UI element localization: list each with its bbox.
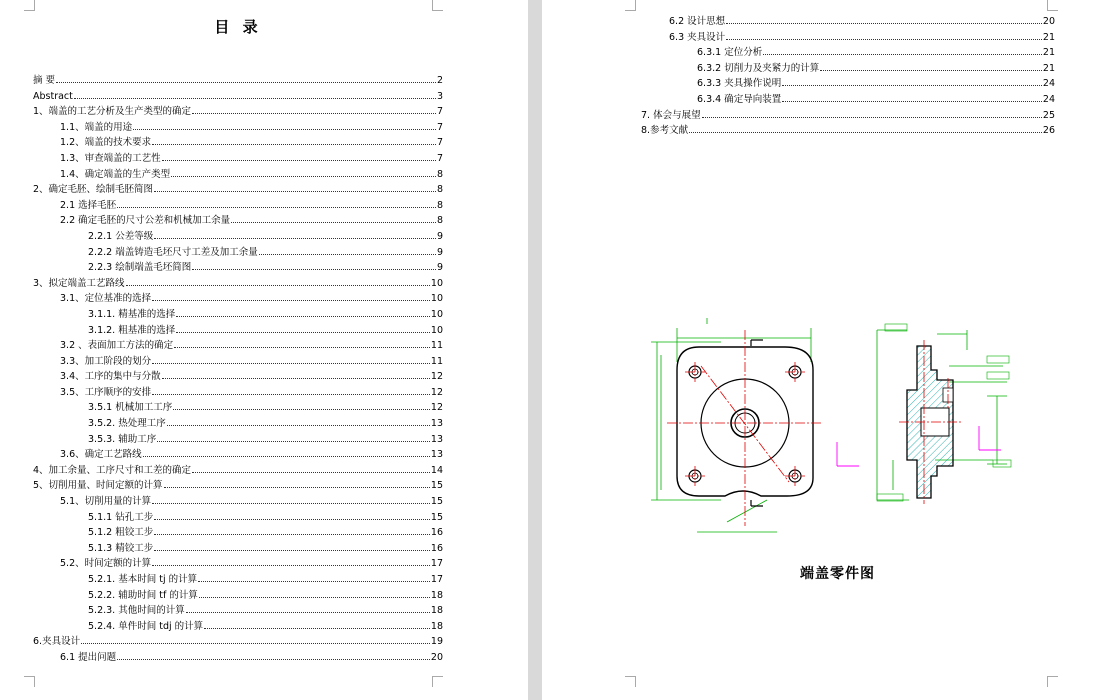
crop-mark [1047,676,1058,687]
toc-page-number: 20 [1042,16,1055,27]
toc-page-number: 9 [436,246,443,258]
page-right [542,0,1097,700]
toc-page-number: 3 [436,90,443,102]
toc-page-number: 10 [430,293,443,305]
toc-leader-dots [162,159,436,161]
toc-entry-text: 5.2、时间定额的计算 [60,558,152,570]
toc-page-number: 7 [436,121,443,133]
toc-entry-text: 8.参考文献 [641,125,689,137]
toc-entry[interactable] [33,650,443,666]
toc-entry[interactable] [33,182,443,198]
crop-mark [1047,0,1058,11]
toc-leader-dots [152,362,430,364]
toc-entry-text: 6.3.3 夹具操作说明 [697,78,782,90]
toc-entry-text: 5、切削用量、时间定额的计算 [33,480,163,492]
toc-entry[interactable] [33,167,443,183]
toc-page-number: 12 [430,371,443,383]
toc-leader-dots [204,627,430,629]
toc-page-number: 21 [1042,62,1055,74]
toc-leader-dots [157,440,430,442]
toc-page-number: 13 [430,433,443,445]
toc-page-number: 14 [430,464,443,476]
toc-entry-text: 6.3.1 定位分析 [697,47,763,59]
toc-page-number: 25 [1042,109,1055,121]
toc-leader-dots [152,299,430,301]
page-gap [528,0,542,700]
toc-entry[interactable] [33,104,443,120]
toc-entry-text: 1.1、端盖的用途 [60,121,133,133]
toc-leader-dots [174,346,430,348]
toc-entry[interactable] [33,245,443,261]
toc-leader-dots [192,112,436,114]
toc-page-number: 8 [436,199,443,211]
toc-leader-dots [198,580,430,582]
toc-page-number: 24 [1042,78,1055,90]
toc-page-number: 8 [436,168,443,180]
toc-entry[interactable] [33,634,443,650]
toc-entry-text: 6.1 提出问题 [60,651,117,663]
toc-entry-text: 3.1、定位基准的选择 [60,293,152,305]
toc-leader-dots [702,116,1042,118]
toc-entry[interactable] [33,73,443,89]
toc-page-number: 9 [436,230,443,242]
toc-leader-dots [56,81,436,83]
toc-page-number: 10 [430,277,443,289]
toc-entry[interactable] [641,14,1055,30]
toc-entry[interactable] [33,447,443,463]
figure-caption: 端盖零件图 [800,566,875,582]
toc-page-number: 12 [430,402,443,414]
toc-entry-text: Abstract [33,90,73,102]
toc-page-number: 24 [1042,93,1055,105]
toc-entry-text: 5.1.2 粗铰工步 [88,527,154,539]
toc-entry[interactable] [33,478,443,494]
toc-page-number: 16 [430,542,443,554]
toc-leader-dots [199,596,430,598]
toc-page-number: 21 [1042,47,1055,59]
toc-entry[interactable] [33,432,443,448]
toc-entry-text: 6.3.2 切削力及夹紧力的计算 [697,62,820,74]
toc-entry-text: 2.2 确定毛胚的尺寸公差和机械加工余量 [60,215,231,227]
toc-page-number: 15 [430,496,443,508]
toc-entry-text: 4、加工余量、工序尺寸和工差的确定 [33,464,192,476]
toc-leader-dots [820,69,1042,71]
toc-leader-dots [192,268,436,270]
toc-list-right [641,14,1055,139]
toc-leader-dots [154,237,436,239]
toc-entry-text: 3.3、加工阶段的划分 [60,355,152,367]
toc-entry[interactable] [33,400,443,416]
section-view [877,324,1011,504]
toc-leader-dots [152,143,436,145]
toc-entry[interactable] [33,89,443,105]
toc-entry[interactable] [33,572,443,588]
toc-entry-text: 1、端盖的工艺分析及生产类型的确定 [33,106,192,118]
toc-entry-text: 1.4、确定端盖的生产类型 [60,168,171,180]
toc-entry-text: 3、拟定端盖工艺路线 [33,277,125,289]
crop-mark [24,676,35,687]
toc-page-number: 10 [430,324,443,336]
toc-entry-text: 摘 要 [33,75,56,86]
toc-entry-text: 3.4、工序的集中与分散 [60,371,161,383]
toc-leader-dots [154,518,430,520]
toc-entry[interactable] [33,276,443,292]
toc-page-number: 7 [436,137,443,149]
toc-entry-text: 5.1.1 钻孔工步 [88,511,154,523]
toc-entry[interactable] [33,260,443,276]
toc-entry[interactable] [33,416,443,432]
toc-entry[interactable] [33,213,443,229]
toc-entry[interactable] [641,92,1055,108]
toc-entry-text: 3.1.2. 粗基准的选择 [88,324,176,336]
crop-mark [625,0,636,11]
toc-entry[interactable] [33,385,443,401]
toc-entry-text: 5.2.1. 基本时间 tj 的计算 [88,574,198,585]
toc-page-number: 15 [430,480,443,492]
toc-entry-text: 1.3、审查端盖的工艺性 [60,152,161,164]
toc-page-number: 18 [430,605,443,617]
toc-page-number: 13 [430,418,443,430]
toc-leader-dots [689,131,1042,133]
toc-entry[interactable] [33,354,443,370]
toc-entry-text: 3.5、工序顺序的安排 [60,386,152,398]
toc-entry[interactable] [33,510,443,526]
toc-leader-dots [162,377,430,379]
toc-entry-text: 2.1 选择毛胚 [60,199,117,211]
toc-entry[interactable] [641,123,1055,139]
toc-leader-dots [171,175,436,177]
toc-entry[interactable] [33,307,443,323]
front-view [651,318,859,532]
toc-entry[interactable] [641,61,1055,77]
toc-leader-dots [726,22,1042,24]
toc-leader-dots [117,206,436,208]
toc-entry[interactable] [33,588,443,604]
toc-leader-dots [74,97,436,99]
toc-entry-text: 2.2.2 端盖铸造毛坯尺寸工差及加工余量 [88,246,258,258]
toc-page-number: 19 [430,636,443,648]
toc-entry[interactable] [33,556,443,572]
toc-entry[interactable] [33,291,443,307]
toc-page-number: 21 [1042,31,1055,43]
toc-entry[interactable] [33,323,443,339]
toc-leader-dots [152,502,430,504]
toc-entry[interactable] [33,494,443,510]
toc-leader-dots [143,455,430,457]
toc-page-number: 10 [430,308,443,320]
toc-leader-dots [726,38,1042,40]
toc-entry-text: 5.1.3 精铰工步 [88,542,154,554]
toc-entry-text: 3.5.2. 热处理工序 [88,418,166,430]
toc-entry-text: 6.夹具设计 [33,636,81,648]
toc-list-left [33,73,443,666]
toc-leader-dots [176,315,430,317]
toc-leader-dots [152,393,430,395]
toc-leader-dots [117,658,430,660]
toc-entry-text: 6.3 夹具设计 [669,31,726,43]
toc-entry[interactable] [33,198,443,214]
toc-leader-dots [173,408,430,410]
toc-entry[interactable] [641,76,1055,92]
toc-page-number: 11 [430,340,443,352]
toc-page-number: 7 [436,152,443,164]
toc-page-number: 9 [436,262,443,274]
toc-entry[interactable] [641,108,1055,124]
toc-entry[interactable] [33,541,443,557]
toc-leader-dots [164,486,430,488]
toc-entry-text: 3.5.1 机械加工工序 [88,402,173,414]
toc-leader-dots [259,253,436,255]
toc-page-number: 20 [430,651,443,663]
toc-entry-text: 3.6、确定工艺路线 [60,449,142,461]
toc-entry-text: 2、确定毛胚、绘制毛胚简图 [33,184,154,196]
toc-leader-dots [192,471,430,473]
toc-page-number: 17 [430,574,443,585]
toc-page-number: 2 [436,75,443,86]
toc-entry[interactable] [641,30,1055,46]
toc-entry[interactable] [33,525,443,541]
toc-page-number: 15 [430,511,443,523]
toc-entry[interactable] [33,463,443,479]
toc-page-number: 8 [436,184,443,196]
toc-leader-dots [154,190,436,192]
crop-mark [625,676,636,687]
toc-page-number: 17 [430,558,443,570]
toc-entry-text: 1.2、端盖的技术要求 [60,137,152,149]
toc-leader-dots [782,84,1042,86]
toc-leader-dots [154,549,430,551]
crop-mark [432,676,443,687]
end-cover-part-drawing [637,310,1067,550]
toc-leader-dots [167,424,430,426]
toc-entry-text: 6.2 设计思想 [669,16,726,27]
toc-leader-dots [133,128,436,130]
toc-entry[interactable] [33,229,443,245]
toc-leader-dots [154,533,430,535]
page-left [0,0,528,700]
toc-page-number: 7 [436,106,443,118]
toc-leader-dots [186,611,430,613]
toc-entry[interactable] [641,45,1055,61]
toc-entry-text: 5.1、切削用量的计算 [60,496,152,508]
toc-page-number: 18 [430,589,443,601]
toc-entry-text: 5.2.4. 单件时间 tdj 的计算 [88,620,204,632]
toc-entry-text: 3.1.1. 精基准的选择 [88,308,176,320]
crop-mark [24,0,35,11]
toc-entry[interactable] [33,619,443,635]
toc-entry-text: 5.2.2. 辅助时间 tf 的计算 [88,589,198,601]
toc-leader-dots [126,284,430,286]
toc-leader-dots [763,53,1042,55]
toc-entry-text: 3.5.3. 辅助工序 [88,433,157,445]
toc-entry[interactable] [33,338,443,354]
toc-title: 目 录 [214,18,262,36]
toc-entry-text: 2.2.3 绘制端盖毛坯简图 [88,262,192,274]
toc-leader-dots [231,221,436,223]
toc-page-number: 26 [1042,125,1055,137]
toc-entry-text: 3.2 、表面加工方法的确定 [60,340,174,352]
toc-entry-text: 7. 体会与展望 [641,109,701,121]
toc-page-number: 16 [430,527,443,539]
toc-entry-text: 6.3.4 确定导向装置 [697,93,782,105]
toc-entry-text: 2.2.1 公差等级 [88,230,154,242]
toc-entry[interactable] [33,120,443,136]
toc-page-number: 18 [430,620,443,632]
toc-leader-dots [152,564,430,566]
toc-entry[interactable] [33,151,443,167]
toc-entry[interactable] [33,135,443,151]
toc-leader-dots [81,642,430,644]
toc-entry[interactable] [33,369,443,385]
toc-entry-text: 5.2.3. 其他时间的计算 [88,605,185,617]
toc-page-number: 12 [430,386,443,398]
toc-page-number: 13 [430,449,443,461]
toc-page-number: 8 [436,215,443,227]
toc-page-number: 11 [430,355,443,367]
toc-entry[interactable] [33,603,443,619]
crop-mark [432,0,443,11]
toc-leader-dots [176,331,430,333]
toc-leader-dots [782,100,1042,102]
